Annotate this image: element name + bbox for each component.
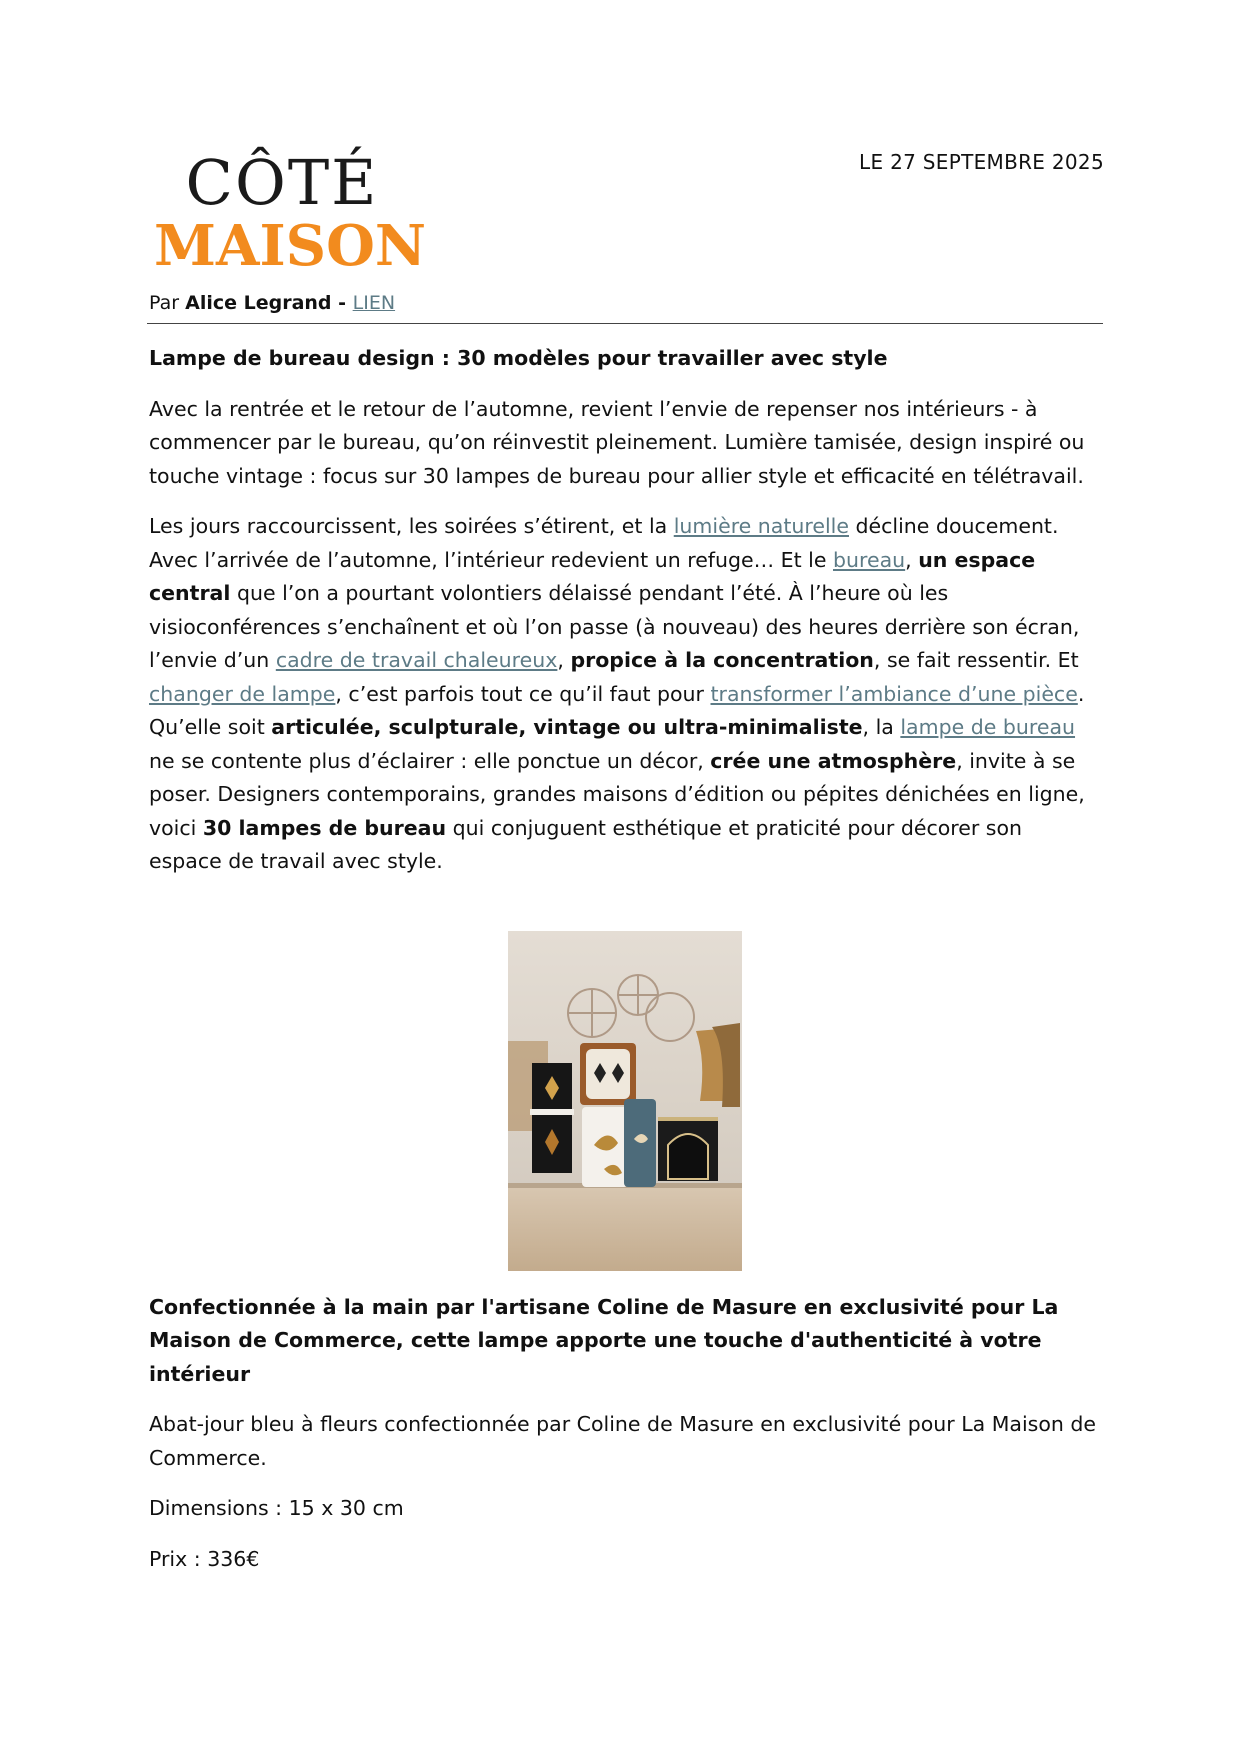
logo-line-maison: MAISON	[154, 213, 427, 279]
body-text: ne se contente plus d’éclairer : elle ponctue un décor,	[149, 748, 711, 773]
link-cadre-de-travail[interactable]: cadre de travail chaleureux	[275, 648, 558, 672]
product-price: Prix : 336€	[149, 1546, 260, 1571]
author-name: Alice Legrand	[185, 292, 332, 314]
link-lumiere-naturelle[interactable]: lumière naturelle	[673, 514, 849, 538]
body-text: , c’est parfois tout ce qu’il faut pour	[335, 681, 711, 706]
link-lampe-de-bureau[interactable]: lampe de bureau	[900, 715, 1076, 739]
body-bold: articulée, sculpturale, vintage ou ultra-minimaliste	[271, 715, 863, 739]
body-bold: 30 lampes de bureau	[202, 815, 447, 840]
body-text: , invite à se poser. Designers contemporains, grandes maisons d’édition ou pépites dénichées en ligne, voici	[149, 748, 1085, 840]
link-transformer-ambiance[interactable]: transformer l’ambiance d’une pièce	[710, 681, 1078, 706]
byline-separator: -	[331, 292, 353, 314]
byline-prefix: Par	[149, 292, 186, 314]
product-description: Abat-jour bleu à fleurs confectionnée par Coline de Masure en exclusivité pour La Maison de Commerce.	[149, 1412, 1096, 1470]
article-title: Lampe de bureau design : 30 modèles pour travailler avec style	[149, 346, 888, 370]
product-caption: Confectionnée à la main par l'artisane Coline de Masure en exclusivité pour La Maison de Commerce, cette lampe apporte une touche d'authenticité à votre intérieur	[149, 1294, 1059, 1386]
article-intro: Avec la rentrée et le retour de l’automne, revient l’envie de repenser nos intérieurs - à commencer par le bureau, qu’on réinvestit pleinement. Lumière tamisée, design inspiré ou touche vintage : focus sur 30 lampes de bureau pour allier style et efficacité en télétravail.	[149, 396, 1085, 488]
article-content	[149, 342, 1099, 1593]
link-changer-de-lampe[interactable]: changer de lampe	[149, 681, 336, 706]
body-text: qui conjuguent esthétique et praticité pour décorer son espace de travail avec style.	[149, 815, 1023, 873]
cote-maison-logo	[154, 146, 427, 279]
article-body	[149, 510, 1099, 879]
product-dimensions: Dimensions : 15 x 30 cm	[149, 1496, 404, 1520]
body-text: Les jours raccourcissent, les soirées s’étirent, et la	[149, 514, 674, 538]
source-link[interactable]: LIEN	[352, 292, 396, 314]
body-text: , se fait ressentir. Et	[873, 648, 1079, 672]
body-text: que l’on a pourtant volontiers délaissé pendant l’été. À l’heure où les visioconférences s’enchaînent et où l’on passe (à nouveau) des heures derrière son écran, l’envie d’un	[149, 581, 1080, 672]
logo-line-cote: CÔTÉ	[185, 146, 379, 219]
body-bold: crée une atmosphère	[710, 748, 957, 773]
link-bureau[interactable]: bureau	[833, 547, 906, 572]
body-text: , la	[862, 715, 901, 739]
body-text: décline doucement. Avec l’arrivée de l’automne, l’intérieur redevient un refuge… Et le	[149, 514, 1059, 572]
publication-date: LE 27 SEPTEMBRE 2025	[859, 150, 1104, 174]
body-bold: propice à la concentration	[570, 648, 874, 672]
body-bold: un espace central	[149, 547, 1036, 605]
body-text: ,	[905, 547, 919, 572]
body-text: ,	[557, 648, 571, 672]
body-text: . Qu’elle soit	[149, 681, 1085, 739]
byline	[149, 292, 395, 314]
header-divider	[147, 323, 1103, 324]
product-photo	[508, 931, 742, 1271]
